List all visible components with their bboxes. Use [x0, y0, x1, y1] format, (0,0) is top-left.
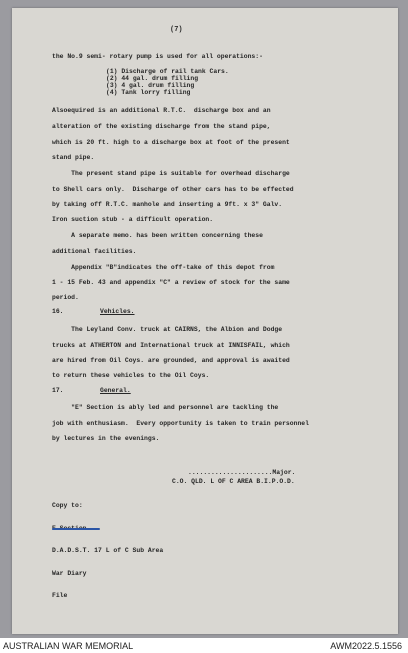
list-item: (2) 44 gal. drum filling — [106, 75, 199, 82]
text-line: by taking off R.T.C. manhole and inserting a 9ft. x 3" Galv. — [52, 201, 283, 208]
text-line: period. — [52, 294, 79, 301]
footer-bar — [0, 638, 408, 653]
text-line: to return these vehicles to the Oil Coys. — [52, 372, 210, 379]
section-title: Vehicles. — [100, 308, 135, 315]
copy-to-label: Copy to: — [52, 502, 83, 509]
section-number: 16. — [52, 308, 64, 315]
footer-institution: AUSTRALIAN WAR MEMORIAL — [3, 641, 134, 651]
list-item: (4) Tank lorry filling — [106, 89, 191, 96]
page-number: (7) — [170, 26, 183, 34]
signature-title: C.O. QLD. L OF C AREA B.I.P.O.D. — [172, 478, 295, 485]
text-line: The present stand pipe is suitable for overhead discharge — [52, 170, 290, 177]
text-line: 1 - 15 Feb. 43 and appendix "C" a review of stock for the same — [52, 279, 290, 286]
text-line: A separate memo. has been written concerning these — [52, 232, 263, 239]
signature-line: ......................Major. — [188, 469, 296, 476]
list-item: (3) 4 gal. drum filling — [106, 82, 195, 89]
section-number: 17. — [52, 387, 64, 394]
list-item: (1) Discharge of rail tank Cars. — [106, 68, 229, 75]
pen-underline — [52, 528, 100, 530]
text-line: additional facilities. — [52, 248, 137, 255]
text-line: "E" Section is ably led and personnel are tackling the — [52, 404, 279, 411]
text-line: alteration of the existing discharge from the stand pipe, — [52, 123, 271, 130]
text-line: The Leyland Conv. truck at CAIRNS, the Albion and Dodge — [52, 326, 283, 333]
text-line: which is 20 ft. high to a discharge box at foot of the present — [52, 139, 290, 146]
text-line: by lectures in the evenings. — [52, 435, 160, 442]
text-line: Appendix "B"indicates the off-take of this depot from — [52, 264, 275, 271]
intro-line: the No.9 semi- rotary pump is used for all operations:- — [52, 53, 263, 60]
text-line: trucks at ATHERTON and International truck at INNISFAIL, which — [52, 342, 290, 349]
copy-recipient: File — [52, 592, 68, 599]
footer-accession-number: AWM2022.5.1556 — [330, 641, 402, 651]
section-title: General. — [100, 387, 131, 394]
text-line: to Shell cars only. Discharge of other cars has to be effected — [52, 186, 294, 193]
text-line: are hired from Oil Coys. are grounded, and approval is awaited — [52, 357, 290, 364]
copy-recipient: D.A.D.S.T. 17 L of C Sub Area — [52, 547, 164, 554]
text-line: Iron suction stub - a difficult operation. — [52, 216, 214, 223]
text-line: stand pipe. — [52, 154, 95, 161]
text-line: Alsoequired is an additional R.T.C. discharge box and an — [52, 107, 271, 114]
text-line: job with enthusiasm. Every opportunity is taken to train personnel — [52, 420, 309, 427]
copy-to-list — [52, 487, 163, 607]
copy-recipient: War Diary — [52, 569, 87, 577]
